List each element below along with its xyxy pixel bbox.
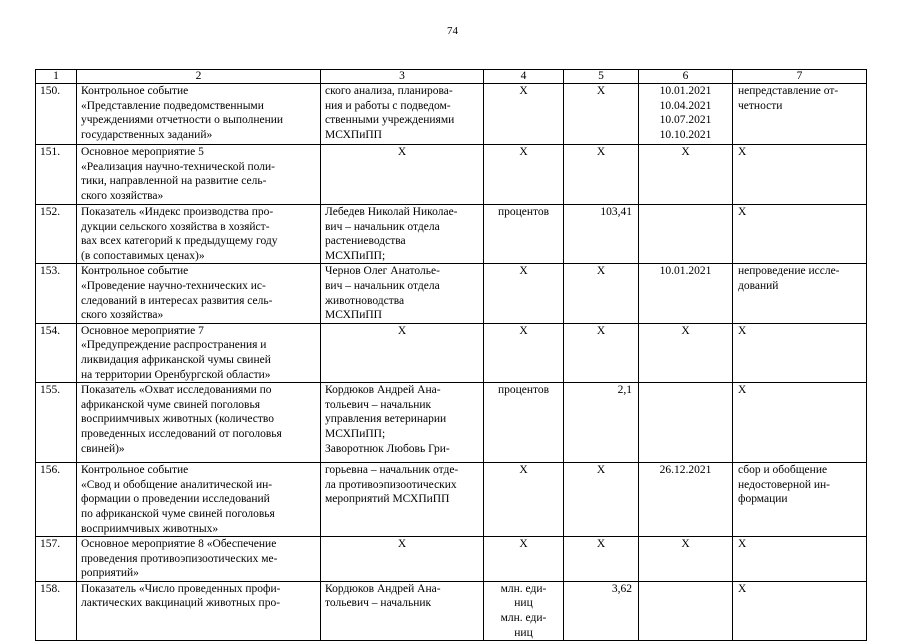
responsible (321, 537, 484, 582)
unit-line: Х (519, 538, 528, 551)
risk-description (733, 323, 867, 382)
row-number-line: 155. (40, 384, 61, 397)
responsible-line: тольевич – начальник (325, 597, 432, 610)
event-name-line: дукции сельского хозяйства в хозяйст- (81, 220, 270, 233)
table-row (36, 383, 867, 463)
responsible-line: МСХПиПП; (325, 249, 386, 262)
deadline-dates (639, 323, 733, 382)
deadline-dates-line: 10.04.2021 (659, 99, 712, 112)
unit-line: процентов (497, 384, 550, 397)
row-number (36, 537, 77, 582)
event-name-line: «Свод и обобщение аналитической ин- (81, 478, 273, 491)
row-number-line: 156. (40, 464, 61, 477)
row-number (36, 205, 77, 264)
unit-line: млн. еди- ниц (500, 582, 547, 610)
plan-table (35, 69, 867, 641)
risk-description-line: Х (738, 384, 747, 397)
event-name-line: Показатель «Число проведенных профи- (81, 582, 281, 595)
event-name (77, 205, 321, 264)
responsible-line: растениеводства (325, 235, 406, 248)
indicator-value-line: 3,62 (611, 582, 632, 595)
table-row (36, 581, 867, 640)
column-header: 1 (36, 70, 77, 84)
row-number (36, 145, 77, 205)
responsible-line: Заворотнюк Любовь Гри- (325, 442, 450, 455)
event-name-line: проведения противоэпизоотических ме- (81, 552, 278, 565)
responsible-line: Х (397, 538, 407, 551)
risk-description (733, 84, 867, 145)
table-row (36, 264, 867, 323)
column-header: 4 (484, 70, 564, 84)
table-row (36, 323, 867, 382)
event-name-line: «Представление подведомственными (81, 99, 264, 112)
indicator-value (564, 264, 639, 323)
event-name-line: Контрольное событие (81, 85, 189, 97)
indicator-value (564, 205, 639, 264)
event-name-line: Контрольное событие (81, 464, 189, 477)
deadline-dates (639, 383, 733, 463)
table-row (36, 537, 867, 582)
risk-description-line: непроведение иссле- (738, 265, 840, 278)
risk-description (733, 145, 867, 205)
responsible-line: ского анализа, планирова- (325, 85, 453, 97)
risk-description-line: Х (738, 324, 747, 337)
risk-description (733, 383, 867, 463)
event-name-line: «Проведение научно-технических ис- (81, 279, 266, 292)
risk-description (733, 581, 867, 640)
responsible (321, 383, 484, 463)
responsible (321, 145, 484, 205)
unit-line: Х (519, 85, 528, 97)
unit (484, 205, 564, 264)
event-name-line: африканской чуме свиней поголовья (81, 398, 261, 411)
event-name (77, 84, 321, 145)
responsible-line: вич – начальник отдела (325, 220, 440, 233)
event-name-line: Основное мероприятие 5 (81, 146, 204, 158)
table-row (36, 84, 867, 145)
deadline-dates (639, 84, 733, 145)
event-name-line: тики, направленной на развитие сель- (81, 175, 267, 188)
row-number-line: 152. (40, 206, 61, 218)
event-name (77, 537, 321, 582)
indicator-value-line: Х (596, 324, 606, 337)
unit-line: Х (519, 464, 528, 477)
event-name-line: государственных заданий» (81, 128, 213, 141)
unit (484, 383, 564, 463)
indicator-value-line: 103,41 (600, 206, 632, 218)
unit (484, 581, 564, 640)
risk-description (733, 537, 867, 582)
responsible-line: Кордюков Андрей Ана- (325, 582, 441, 595)
table-row (36, 205, 867, 264)
event-name-line: проведенных исследований от поголовья (81, 427, 282, 440)
deadline-dates-line: 10.01.2021 (659, 85, 712, 97)
event-name-line: свиней)» (81, 442, 125, 455)
row-number (36, 463, 77, 537)
risk-description-line: дований (738, 279, 779, 292)
row-number-line: 157. (40, 538, 61, 551)
event-name-line: Показатель «Охват исследованиями по (81, 384, 272, 397)
responsible (321, 581, 484, 640)
unit (484, 84, 564, 145)
indicator-value (564, 581, 639, 640)
indicator-value (564, 463, 639, 537)
deadline-dates-line: 10.07.2021 (659, 114, 712, 127)
risk-description (733, 463, 867, 537)
responsible (321, 264, 484, 323)
row-number-line: 158. (40, 582, 61, 595)
row-number-line: 151. (40, 146, 61, 158)
column-header: 6 (639, 70, 733, 84)
responsible-line: управления ветеринарии (325, 413, 447, 426)
responsible (321, 463, 484, 537)
indicator-value-line: Х (596, 265, 606, 278)
indicator-value (564, 537, 639, 582)
responsible-line: МСХПиПП (325, 309, 382, 322)
row-number (36, 581, 77, 640)
indicator-value-line: 2,1 (617, 384, 632, 397)
event-name-line: ского хозяйства» (81, 309, 164, 322)
indicator-value-line: Х (596, 146, 606, 158)
responsible-line: ла противоэпизоотических (325, 478, 457, 491)
deadline-dates (639, 205, 733, 264)
event-name-line: на территории Оренбургской области» (81, 368, 271, 381)
risk-description-line: Х (738, 582, 747, 595)
deadline-dates (639, 581, 733, 640)
indicator-value-line: Х (596, 538, 606, 551)
unit (484, 323, 564, 382)
deadline-dates-line: 10.10.2021 (659, 128, 712, 141)
event-name-line: Основное мероприятие 7 (81, 324, 204, 337)
unit-line: процентов (497, 206, 550, 218)
event-name (77, 383, 321, 463)
responsible-line: Х (397, 146, 407, 158)
responsible-line: Кордюков Андрей Ана- (325, 384, 441, 397)
unit (484, 145, 564, 205)
event-name-line: по африканской чуме свиней поголовья (81, 507, 275, 520)
responsible-line: ния и работы с подведом- (325, 99, 451, 112)
deadline-dates-line: 10.01.2021 (659, 265, 712, 278)
column-header: 5 (564, 70, 639, 84)
row-number-line: 153. (40, 265, 61, 278)
unit-line: млн. еди- ниц (500, 612, 547, 639)
event-name-line: Основное мероприятие 8 «Обеспечение (81, 538, 277, 551)
event-name (77, 145, 321, 205)
event-name-line: ского хозяйства» (81, 189, 164, 202)
risk-description-line: Х (738, 538, 747, 551)
indicator-value (564, 383, 639, 463)
event-name (77, 264, 321, 323)
row-number (36, 383, 77, 463)
row-number (36, 264, 77, 323)
event-name-line: формации о проведении исследований (81, 493, 270, 506)
indicator-value-line: Х (596, 85, 606, 97)
column-header: 2 (77, 70, 321, 84)
indicator-value-line: Х (596, 464, 606, 477)
responsible-line: Чернов Олег Анатолье- (325, 265, 440, 278)
responsible-line: Х (397, 324, 407, 337)
event-name-line: «Реализация научно-технической поли- (81, 160, 275, 173)
responsible-line: тольевич – начальник (325, 398, 432, 411)
deadline-dates (639, 463, 733, 537)
deadline-dates-line: Х (681, 538, 690, 551)
table-row (36, 463, 867, 537)
risk-description (733, 205, 867, 264)
unit (484, 264, 564, 323)
responsible (321, 323, 484, 382)
event-name-line: «Предупреждение распространения и (81, 339, 267, 352)
risk-description (733, 264, 867, 323)
deadline-dates (639, 264, 733, 323)
responsible (321, 205, 484, 264)
responsible-line: мероприятий МСХПиПП (325, 493, 450, 506)
column-header: 3 (321, 70, 484, 84)
responsible (321, 84, 484, 145)
row-number-line: 154. (40, 324, 61, 337)
risk-description-line: Х (738, 206, 747, 218)
deadline-dates-line: 26.12.2021 (659, 464, 712, 477)
responsible-line: МСХПиПП (325, 128, 382, 141)
row-number (36, 323, 77, 382)
event-name-line: Показатель «Индекс производства про- (81, 206, 274, 218)
row-number (36, 84, 77, 145)
responsible-line: ственными учреждениями (325, 114, 455, 127)
event-name (77, 581, 321, 640)
column-header: 7 (733, 70, 867, 84)
event-name-line: учреждениями отчетности о выполнении (81, 114, 284, 127)
risk-description-line: Х (738, 146, 747, 158)
header-row (36, 70, 867, 84)
event-name (77, 323, 321, 382)
event-name-line: восприимчивых животных» (81, 522, 219, 535)
event-name-line: роприятий» (81, 567, 139, 580)
event-name-line: вах всех категорий к предыдущему году (81, 235, 278, 248)
responsible-line: Лебедев Николай Николае- (325, 206, 458, 218)
indicator-value (564, 323, 639, 382)
indicator-value (564, 145, 639, 205)
risk-description-line: формации (738, 493, 788, 506)
unit-line: Х (519, 265, 528, 278)
deadline-dates-line: Х (681, 324, 690, 337)
event-name (77, 463, 321, 537)
responsible-line: вич – начальник отдела (325, 279, 440, 292)
table-row (36, 145, 867, 205)
risk-description-line: сбор и обобщение (738, 464, 828, 477)
event-name-line: Контрольное событие (81, 265, 189, 278)
unit (484, 463, 564, 537)
row-number-line: 150. (40, 85, 61, 97)
responsible-line: животноводства (325, 294, 405, 307)
unit (484, 537, 564, 582)
risk-description-line: непредставление от- (738, 85, 839, 97)
risk-description-line: четности (738, 99, 783, 112)
responsible-line: горьевна – начальник отде- (325, 464, 459, 477)
event-name-line: следований в интересах развития сель- (81, 294, 273, 307)
event-name-line: ликвидация африканской чумы свиней (81, 353, 271, 366)
unit-line: Х (519, 324, 528, 337)
event-name-line: восприимчивых животных (количество (81, 413, 275, 426)
event-name-line: лактических вакцинаций животных про- (81, 597, 281, 610)
deadline-dates (639, 145, 733, 205)
deadline-dates-line: Х (681, 146, 690, 158)
indicator-value (564, 84, 639, 145)
unit-line: Х (519, 146, 528, 158)
event-name-line: (в сопоставимых ценах)» (81, 249, 205, 262)
risk-description-line: недостоверной ин- (738, 478, 831, 491)
deadline-dates (639, 537, 733, 582)
responsible-line: МСХПиПП; (325, 427, 386, 440)
page-number: 74 (447, 25, 458, 37)
